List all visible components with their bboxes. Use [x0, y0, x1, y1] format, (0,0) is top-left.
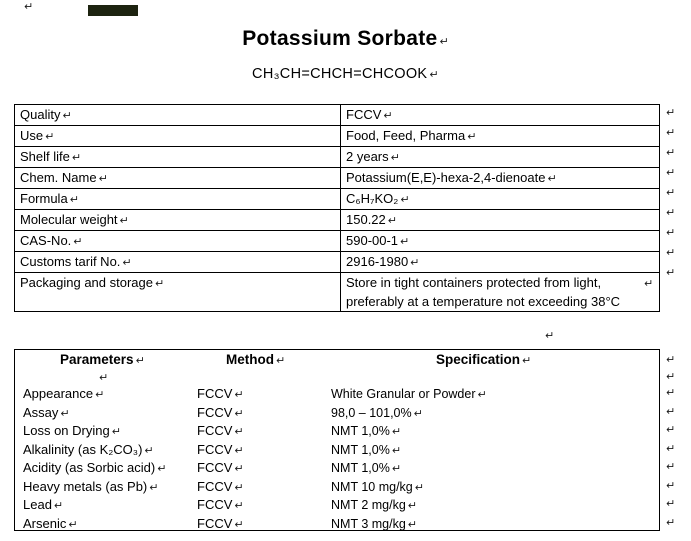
chemical-formula: CH₃CH=CHCH=CHCOOK — [252, 66, 428, 82]
header-text: Specification — [436, 352, 521, 367]
label-text: Formula — [20, 191, 68, 206]
row-end-mark: ↵ — [666, 405, 676, 418]
specification-text: NMT 1,0% — [331, 461, 390, 475]
specification-text: NMT 3 mg/kg — [331, 516, 406, 531]
info-table — [14, 104, 660, 312]
parameter-text: Loss on Drying — [23, 423, 110, 438]
spec-parameter — [23, 496, 197, 516]
info-row-value — [341, 273, 659, 311]
cell-end-mark: ↵ — [467, 130, 477, 143]
label-text: Chem. Name — [20, 170, 97, 185]
cell-end-mark: ↵ — [234, 517, 244, 531]
spec-parameter — [23, 459, 197, 479]
info-row-value — [341, 147, 659, 167]
specification-text: NMT 10 mg/kg — [331, 479, 413, 494]
info-row-value — [341, 189, 659, 209]
cell-end-mark: ↵ — [73, 235, 83, 248]
spec-table-row — [15, 385, 659, 404]
value-text: Store in tight containers protected from light, preferably at a temperature not exceeding 38°C — [346, 275, 621, 309]
row-end-mark: ↵ — [666, 106, 676, 119]
parameter-text: Acidity (as Sorbic acid) — [23, 460, 156, 475]
method-text: FCCV — [197, 515, 233, 531]
info-row-value — [341, 231, 659, 251]
cell-end-mark: ↵ — [276, 354, 286, 367]
parameter-text: Lead — [23, 497, 52, 512]
cell-end-mark: ↵ — [71, 151, 82, 164]
cell-end-mark: ↵ — [477, 388, 487, 401]
line-break-mark: ↵ — [24, 0, 34, 13]
table-row — [15, 125, 659, 146]
header-specification — [436, 352, 531, 367]
spec-value — [331, 404, 659, 424]
method-text: FCCV — [197, 460, 233, 475]
spec-method — [197, 496, 331, 516]
label-text: Packaging and storage — [20, 275, 153, 290]
value-text: Potassium(E,E)-hexa-2,4-dienoate — [346, 170, 546, 185]
spec-table-row — [15, 478, 659, 497]
method-text: FCCV — [197, 478, 233, 494]
row-end-mark: ↵ — [666, 206, 676, 219]
parameter-text: Arsenic — [23, 515, 67, 531]
spec-parameter — [23, 441, 197, 461]
spec-parameter — [23, 422, 197, 442]
cell-end-mark: ↵ — [234, 443, 244, 457]
cell-end-mark: ↵ — [400, 193, 410, 206]
cell-end-mark: ↵ — [149, 480, 159, 494]
spec-method — [197, 478, 331, 498]
cell-end-mark: ↵ — [154, 277, 165, 290]
spec-value — [331, 478, 659, 498]
cell-end-mark: ↵ — [400, 235, 410, 248]
label-text: Shelf life — [20, 149, 70, 164]
value-text: Food, Feed, Pharma — [346, 128, 466, 143]
cell-end-mark: ↵ — [69, 193, 79, 206]
cell-end-mark: ↵ — [95, 388, 105, 401]
row-end-mark: ↵ — [666, 460, 676, 473]
parameter-text: Assay — [23, 404, 59, 420]
table-row — [15, 230, 659, 251]
row-end-mark: ↵ — [666, 226, 676, 239]
cell-end-mark: ↵ — [68, 517, 78, 531]
spec-parameter — [23, 404, 197, 424]
spec-value — [331, 422, 659, 442]
cell-end-mark: ↵ — [135, 354, 145, 367]
cell-end-mark: ↵ — [234, 425, 244, 438]
spec-value — [331, 459, 659, 479]
cell-end-mark: ↵ — [62, 109, 72, 122]
cell-end-mark: ↵ — [234, 462, 244, 475]
row-end-mark: ↵ — [666, 442, 676, 455]
spec-parameter — [23, 515, 197, 532]
header-parameters — [60, 352, 145, 367]
table-row — [15, 167, 659, 188]
spec-value — [331, 496, 659, 516]
info-row-label — [15, 189, 341, 209]
label-text: Use — [20, 128, 44, 143]
table-row — [15, 251, 659, 272]
cell-end-mark: ↵ — [391, 462, 402, 475]
label-text: CAS-No. — [20, 233, 72, 248]
info-row-label — [15, 231, 341, 251]
spec-method — [197, 422, 331, 442]
table-row — [15, 188, 659, 209]
cell-end-mark: ↵ — [234, 480, 244, 494]
info-row-label — [15, 252, 341, 272]
cell-end-mark: ↵ — [644, 277, 654, 290]
cell-end-mark: ↵ — [407, 499, 418, 512]
cell-end-mark: ↵ — [391, 425, 402, 438]
method-text: FCCV — [197, 404, 233, 420]
header-method — [226, 352, 285, 367]
spec-method — [197, 385, 331, 405]
cell-end-mark: ↵ — [407, 517, 418, 531]
info-row-value — [341, 126, 659, 146]
spec-method — [197, 404, 331, 424]
cell-end-mark: ↵ — [45, 130, 55, 143]
label-text: Molecular weight — [20, 212, 118, 227]
spec-table-row — [15, 459, 659, 478]
formula-line — [0, 66, 691, 82]
info-row-value — [341, 252, 659, 272]
table-row — [15, 146, 659, 167]
value-text: 2 years — [346, 149, 389, 164]
cell-end-mark: ↵ — [414, 480, 424, 494]
method-text: FCCV — [197, 386, 233, 401]
value-text: FCCV — [346, 107, 382, 122]
specification-text: NMT 1,0% — [331, 424, 390, 438]
spec-table-row — [15, 404, 659, 423]
spec-parameter — [23, 385, 197, 405]
info-row-value — [341, 168, 659, 188]
document-title: Potassium Sorbate — [242, 27, 438, 50]
paragraph-mark: ↵ — [99, 371, 109, 384]
cell-end-mark: ↵ — [410, 256, 420, 269]
cell-end-mark: ↵ — [234, 406, 244, 420]
spec-method — [197, 441, 331, 461]
info-row-label — [15, 105, 341, 125]
spec-table-row — [15, 441, 659, 460]
row-end-mark: ↵ — [666, 423, 676, 436]
info-row-label — [15, 210, 341, 230]
parameter-text: Alkalinity (as K₂CO₃) — [23, 441, 143, 457]
spec-table-header — [15, 352, 659, 371]
cell-end-mark: ↵ — [234, 499, 244, 512]
cell-end-mark: ↵ — [383, 109, 393, 122]
cell-end-mark: ↵ — [413, 406, 423, 420]
specification-text: 98,0 – 101,0% — [331, 405, 412, 420]
cell-end-mark: ↵ — [111, 425, 121, 438]
row-end-mark: ↵ — [666, 497, 676, 510]
spec-table — [14, 349, 660, 531]
method-text: FCCV — [197, 441, 233, 457]
specification-text: NMT 2 mg/kg — [331, 498, 406, 512]
row-end-mark: ↵ — [666, 516, 676, 529]
header-graphic-bar — [88, 5, 138, 16]
spec-value — [331, 515, 659, 532]
row-end-mark: ↵ — [666, 370, 676, 383]
spec-value — [331, 385, 659, 405]
table-row — [15, 209, 659, 230]
cell-end-mark: ↵ — [522, 354, 532, 367]
parameter-text: Heavy metals (as Pb) — [23, 478, 148, 494]
spec-table-row — [15, 422, 659, 441]
row-end-mark: ↵ — [666, 146, 676, 159]
cell-end-mark: ↵ — [60, 406, 70, 420]
row-end-mark: ↵ — [666, 166, 676, 179]
row-end-mark: ↵ — [666, 266, 676, 279]
table-row — [15, 105, 659, 125]
row-end-mark: ↵ — [666, 246, 676, 259]
label-text: Quality — [20, 107, 61, 122]
spec-value — [331, 441, 659, 461]
cell-end-mark: ↵ — [391, 443, 402, 457]
cell-end-mark: ↵ — [53, 499, 64, 512]
cell-end-mark: ↵ — [122, 256, 132, 269]
info-row-value — [341, 105, 659, 125]
cell-end-mark: ↵ — [98, 172, 108, 185]
header-text: Method — [226, 352, 274, 367]
table-row — [15, 272, 659, 311]
paragraph-mark: ↵ — [545, 329, 555, 342]
line-break-mark: ↵ — [429, 68, 439, 81]
specification-text: White Granular or Powder — [331, 387, 476, 401]
row-end-mark: ↵ — [666, 353, 676, 366]
value-text: 590-00-1 — [346, 233, 399, 248]
row-end-mark: ↵ — [666, 479, 676, 492]
cell-end-mark: ↵ — [390, 151, 400, 164]
info-row-label — [15, 126, 341, 146]
info-row-label — [15, 273, 341, 311]
value-text: 2916-1980 — [346, 254, 409, 269]
info-row-label — [15, 147, 341, 167]
line-break-mark: ↵ — [439, 35, 449, 48]
method-text: FCCV — [197, 497, 233, 512]
row-end-mark: ↵ — [666, 386, 676, 399]
info-row-label — [15, 168, 341, 188]
cell-end-mark: ↵ — [234, 388, 244, 401]
cell-end-mark: ↵ — [144, 443, 154, 457]
header-text: Parameters — [60, 352, 134, 367]
spec-method — [197, 459, 331, 479]
info-row-value — [341, 210, 659, 230]
blank-line — [15, 371, 659, 385]
spec-table-row — [15, 496, 659, 515]
spec-parameter — [23, 478, 197, 498]
specification-text: NMT 1,0% — [331, 442, 390, 457]
title-line — [0, 27, 691, 51]
method-text: FCCV — [197, 423, 233, 438]
label-text: Customs tarif No. — [20, 254, 121, 269]
value-text: C₆H₇KO₂ — [346, 191, 399, 206]
cell-end-mark: ↵ — [547, 172, 557, 185]
parameter-text: Appearance — [23, 386, 94, 401]
row-end-mark: ↵ — [666, 126, 676, 139]
spec-table-row — [15, 515, 659, 532]
spec-method — [197, 515, 331, 532]
cell-end-mark: ↵ — [119, 214, 129, 227]
value-text: 150.22 — [346, 212, 386, 227]
cell-end-mark: ↵ — [157, 462, 167, 475]
cell-end-mark: ↵ — [387, 214, 397, 227]
row-end-mark: ↵ — [666, 186, 676, 199]
